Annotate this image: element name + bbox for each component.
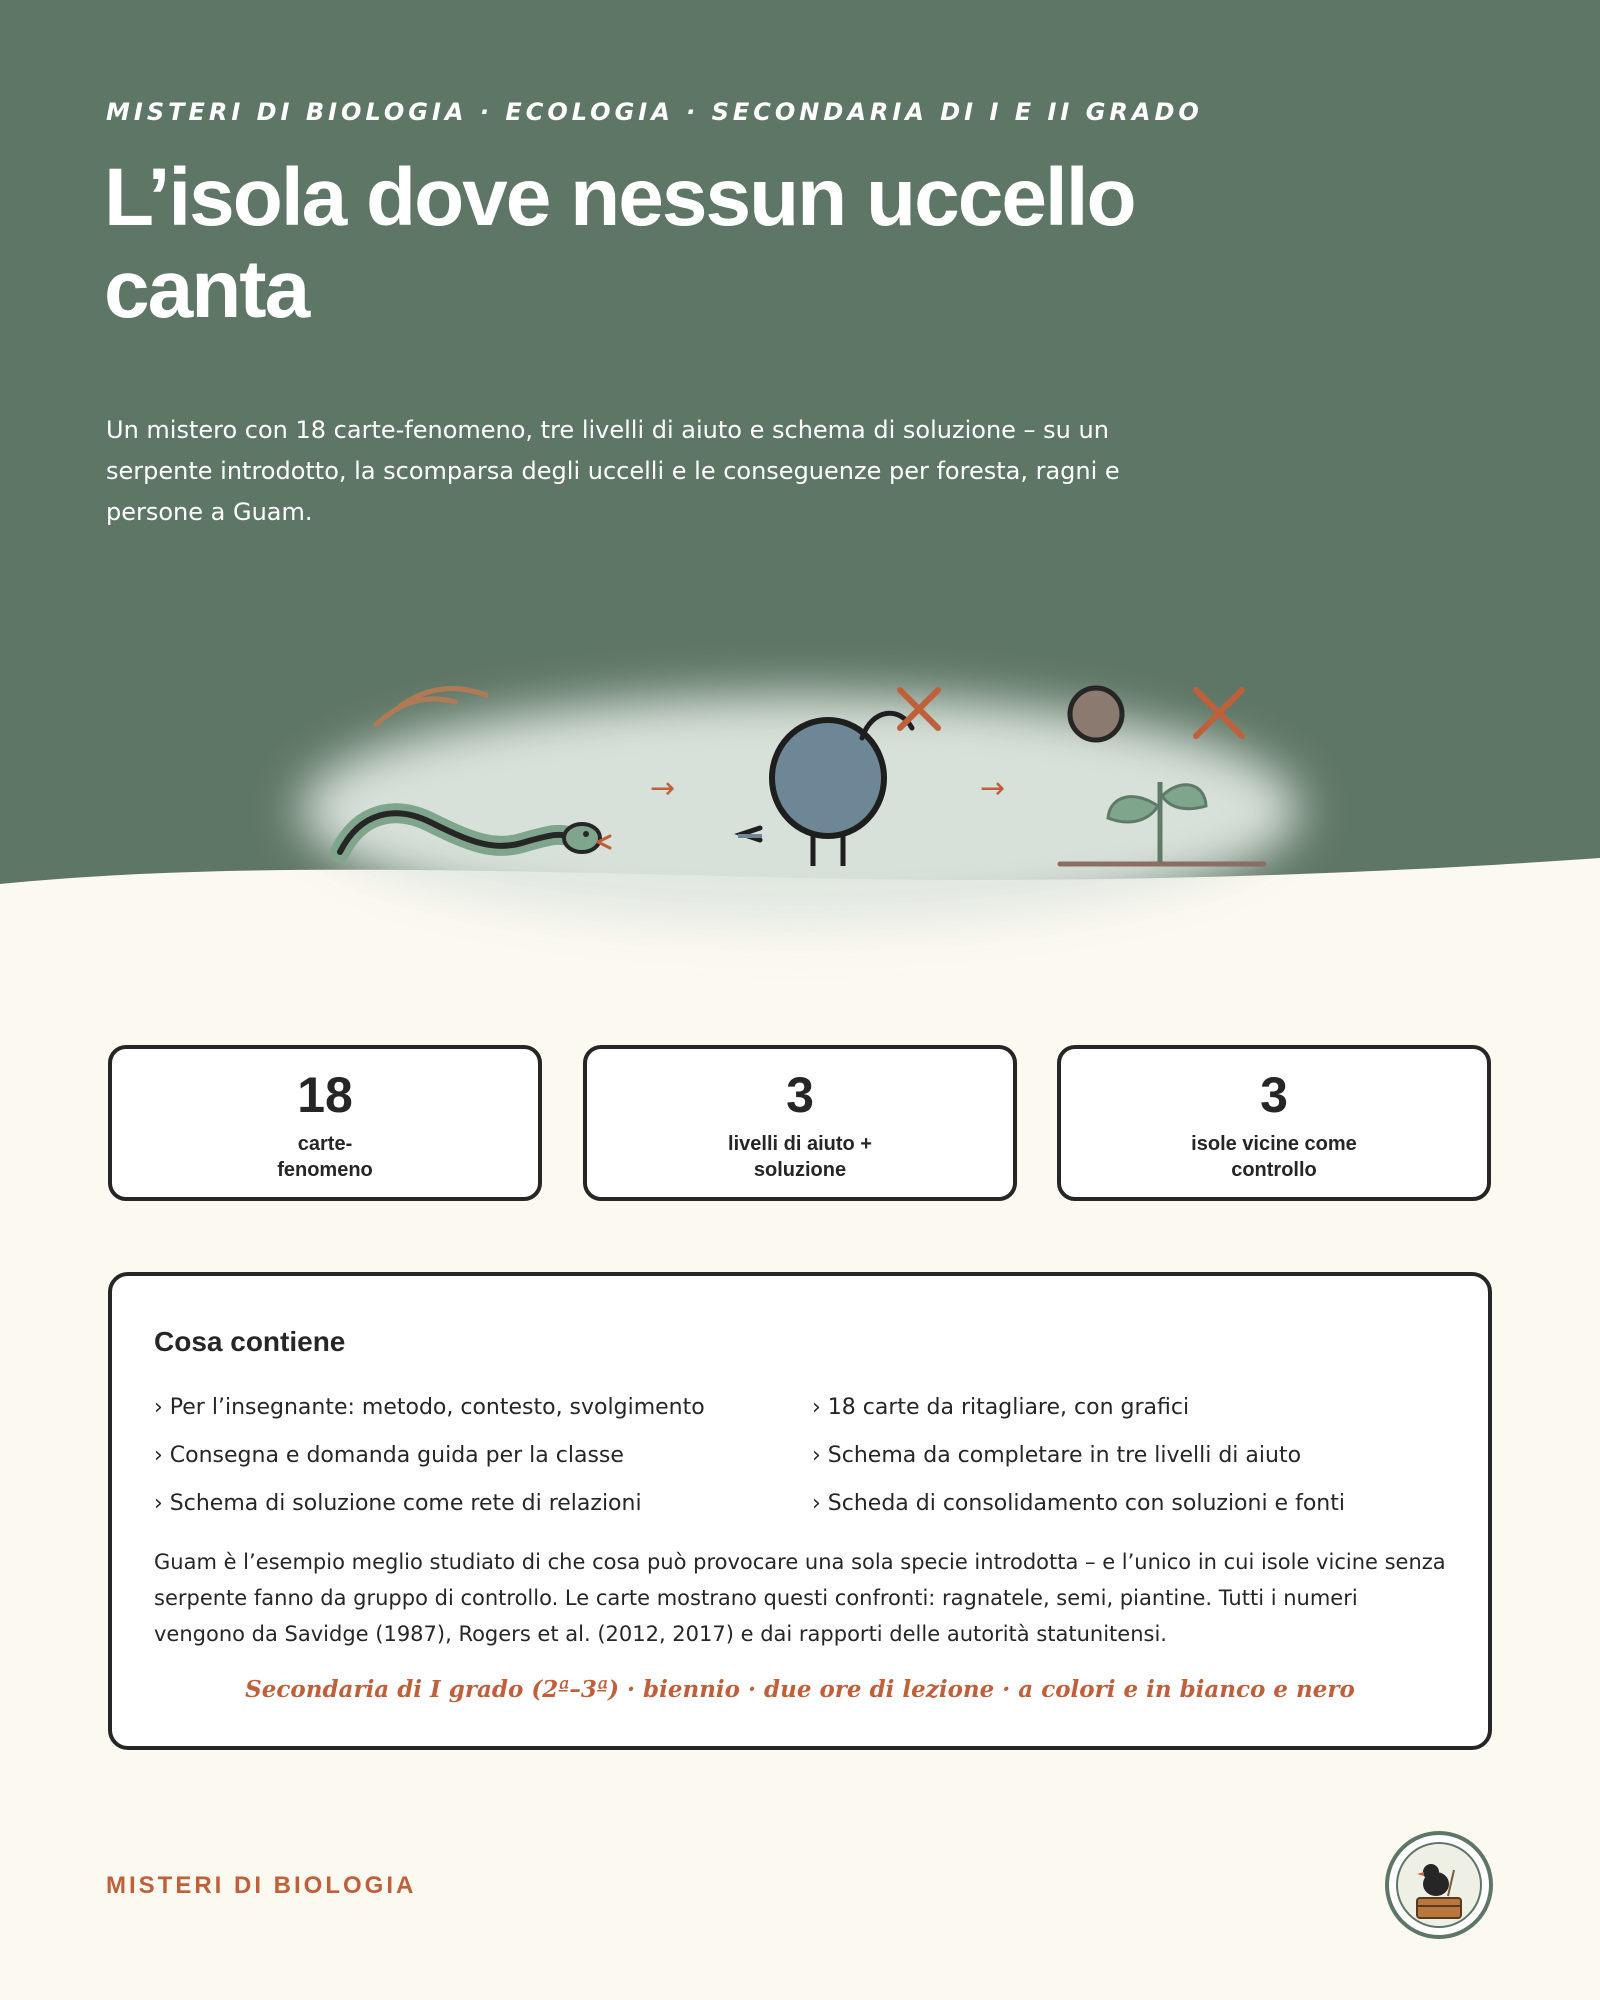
stat-label: carte-fenomeno: [277, 1133, 373, 1181]
contents-description: Guam è l’esempio meglio studiato di che cosa può provocare una sola specie introdotta – e l’unico in cui isole vicine senza serpente fanno da gruppo di controllo. Le carte mostrano questi confronti: ragnatele, semi, piantine. Tutti i numeri vengono da Savidge (1987), Rogers et al. (2012, 2017) e dai rapporti delle autorità statunitensi.: [154, 1550, 1446, 1646]
list-item: › Per l’insegnante: metodo, contesto, svolgimento: [154, 1395, 705, 1420]
list-item: › Schema da completare in tre livelli di aiuto: [812, 1443, 1302, 1468]
crow-treasure-chest-logo-icon: [1384, 1830, 1494, 1940]
stat-value: 3: [786, 1067, 814, 1123]
stat-value: 3: [1260, 1067, 1288, 1123]
stat-card-cards: [108, 1045, 542, 1201]
series-kicker: MISTERI DI BIOLOGIA · ECOLOGIA · SECONDARIA DI I E II GRADO: [106, 98, 1203, 126]
contents-panel: [108, 1272, 1492, 1750]
list-item: › 18 carte da ritagliare, con grafici: [812, 1395, 1190, 1420]
contents-heading: Cosa contiene: [154, 1326, 346, 1357]
arrow-icon: →: [650, 771, 676, 806]
contents-list-right: [812, 1384, 1345, 1528]
stat-card-help-levels: [583, 1045, 1017, 1201]
arrow-icon: →: [980, 771, 1006, 806]
stat-label: isole vicine come controllo: [1191, 1133, 1357, 1181]
page-title: L’isola dove nessun uccello canta: [104, 152, 1135, 335]
intro-text: Un mistero con 18 carte-fenomeno, tre livelli di aiuto e schema di soluzione – su un serpente introdotto, la scomparsa degli uccelli e le conseguenze per foresta, ragni e persone a Guam.: [106, 416, 1120, 526]
footer-brand: MISTERI DI BIOLOGIA: [106, 1872, 417, 1899]
list-item: › Consegna e domanda guida per la classe: [154, 1443, 624, 1468]
contents-list-left: [154, 1384, 705, 1528]
stat-value: 18: [297, 1067, 353, 1123]
stat-label: livelli di aiuto + soluzione: [728, 1133, 872, 1181]
list-item: › Schema di soluzione come rete di relazioni: [154, 1491, 642, 1516]
seed-icon: [1070, 688, 1122, 740]
list-item: › Scheda di consolidamento con soluzioni e fonti: [812, 1491, 1345, 1516]
stat-card-control-islands: [1057, 1045, 1491, 1201]
audience-line: Secondaria di I grado (2ª–3ª) · biennio · due ore di lezione · a colori e in bianco e nero: [245, 1676, 1355, 1703]
